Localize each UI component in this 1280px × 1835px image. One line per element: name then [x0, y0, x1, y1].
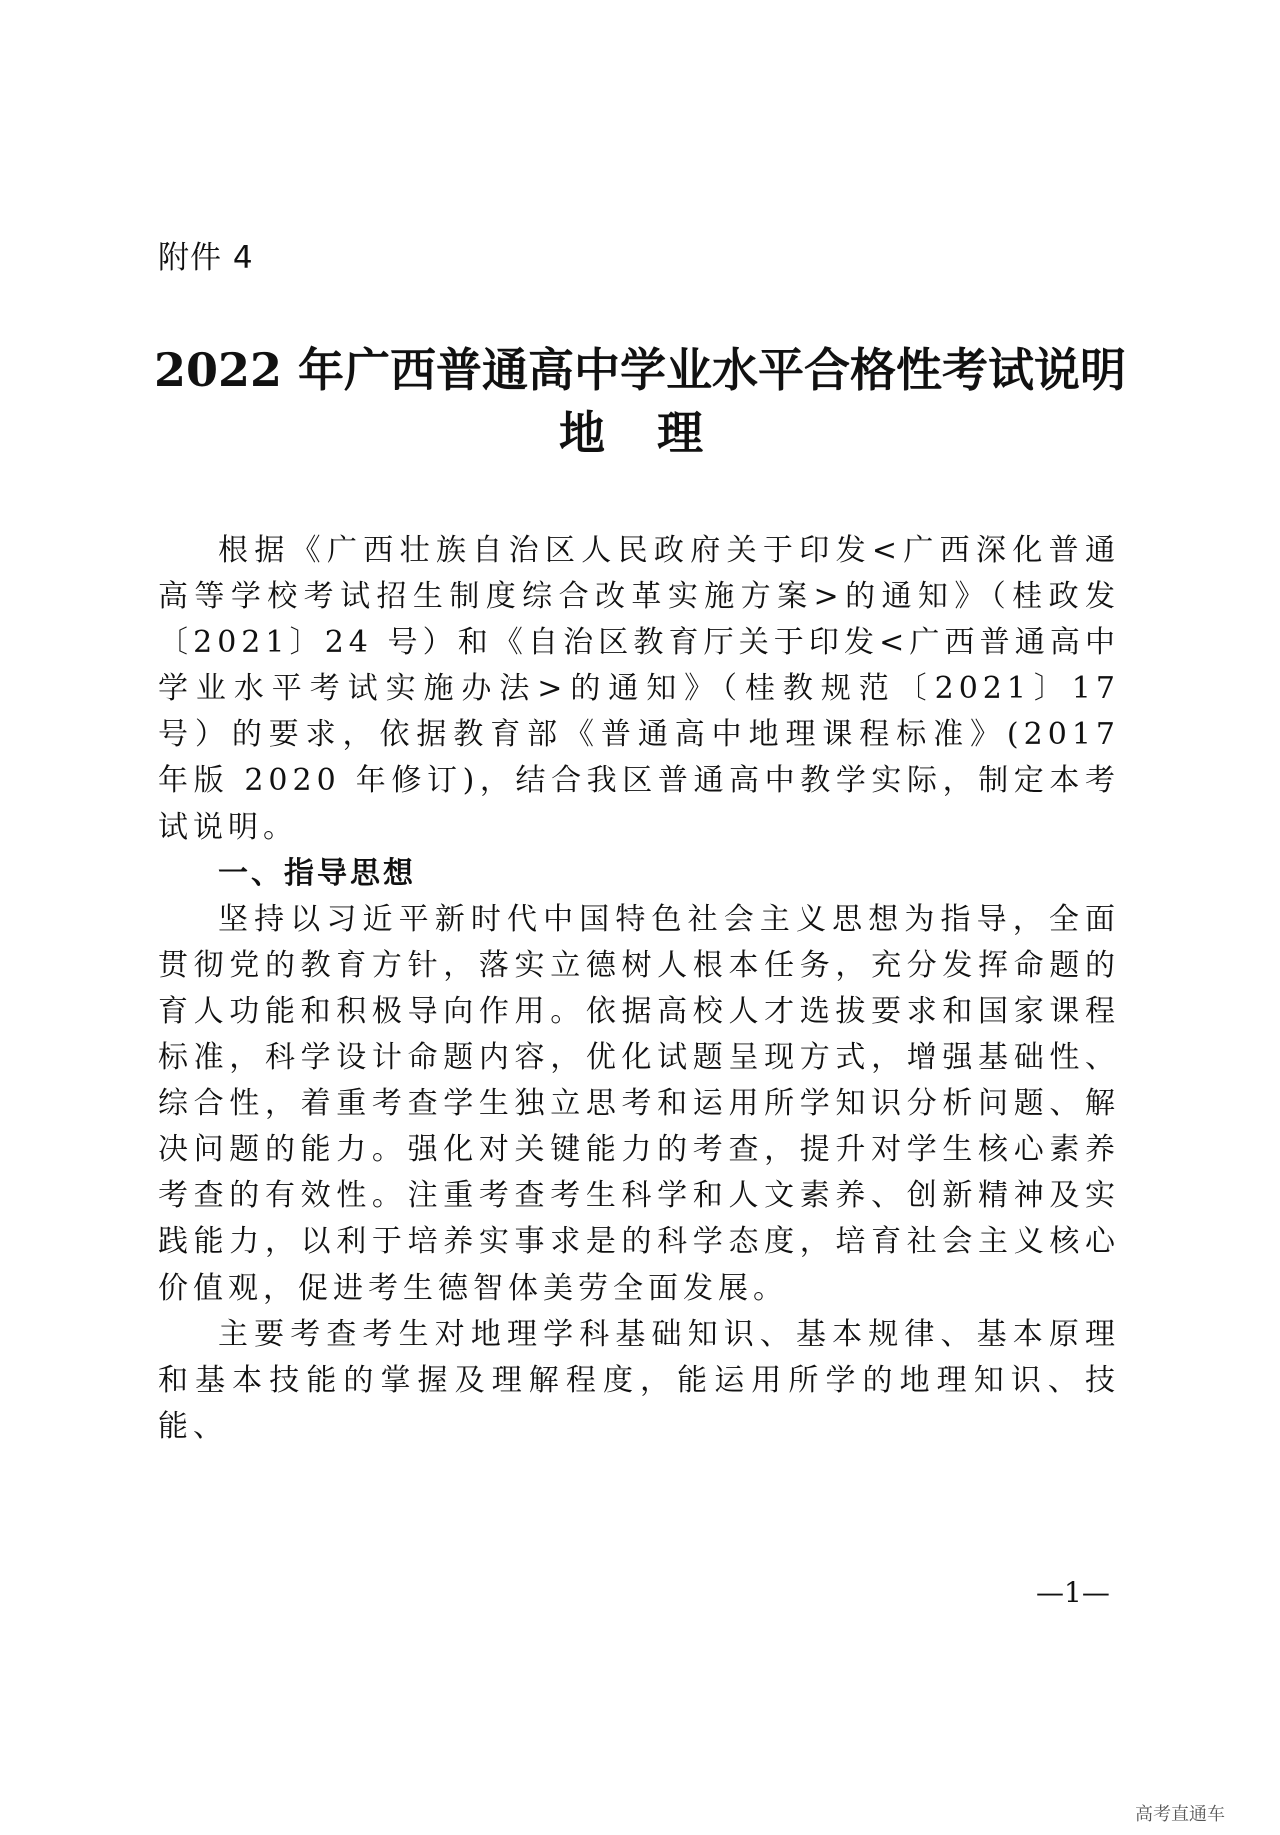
document-title: 2022 年广西普通高中学业水平合格性考试说明 — [153, 343, 1127, 397]
page-number: —1— — [1036, 1576, 1110, 1609]
intro-paragraph: 根据《广西壮族自治区人民政府关于印发<广西深化普通高等学校考试招生制度综合改革实施方案>的通知》（桂政发〔2021〕24 号）和《自治区教育厅关于印发<广西普通高中学业水平考试实施办法>的通知》（桂教规范〔2021〕17 号）的要求，依据教育部《普通高中地理课程标准》(2017 年版 2020 年修订)，结合我区普通高中教学实际，制定本考试说明。 — [158, 533, 1120, 845]
document-body — [158, 528, 1120, 1450]
section-heading-guiding-ideology: 一、指导思想 — [218, 855, 416, 891]
section-paragraph: 坚持以习近平新时代中国特色社会主义思想为指导，全面贯彻党的教育方针，落实立德树人根本任务，充分发挥命题的育人功能和积极导向作用。依据高校人才选拔要求和国家课程标准，科学设计命题内容，优化试题呈现方式，增强基础性、综合性，着重考查学生独立思考和运用所学知识分析问题、解决问题的能力。强化对关键能力的考查，提升对学生核心素养考查的有效性。注重考查考生科学和人文素养、创新精神及实践能力，以利于培养实事求是的科学态度，培育社会主义核心价值观，促进考生德智体美劳全面发展。 — [158, 901, 1120, 1306]
document-subject-title: 地 理 — [558, 406, 721, 460]
section-paragraph: 主要考查考生对地理学科基础知识、基本规律、基本原理和基本技能的掌握及理解程度，能运用所学的地理知识、技能、 — [158, 1316, 1120, 1444]
attachment-label: 附件 4 — [158, 240, 254, 276]
watermark-text: 高考直通车 — [1135, 1804, 1225, 1825]
